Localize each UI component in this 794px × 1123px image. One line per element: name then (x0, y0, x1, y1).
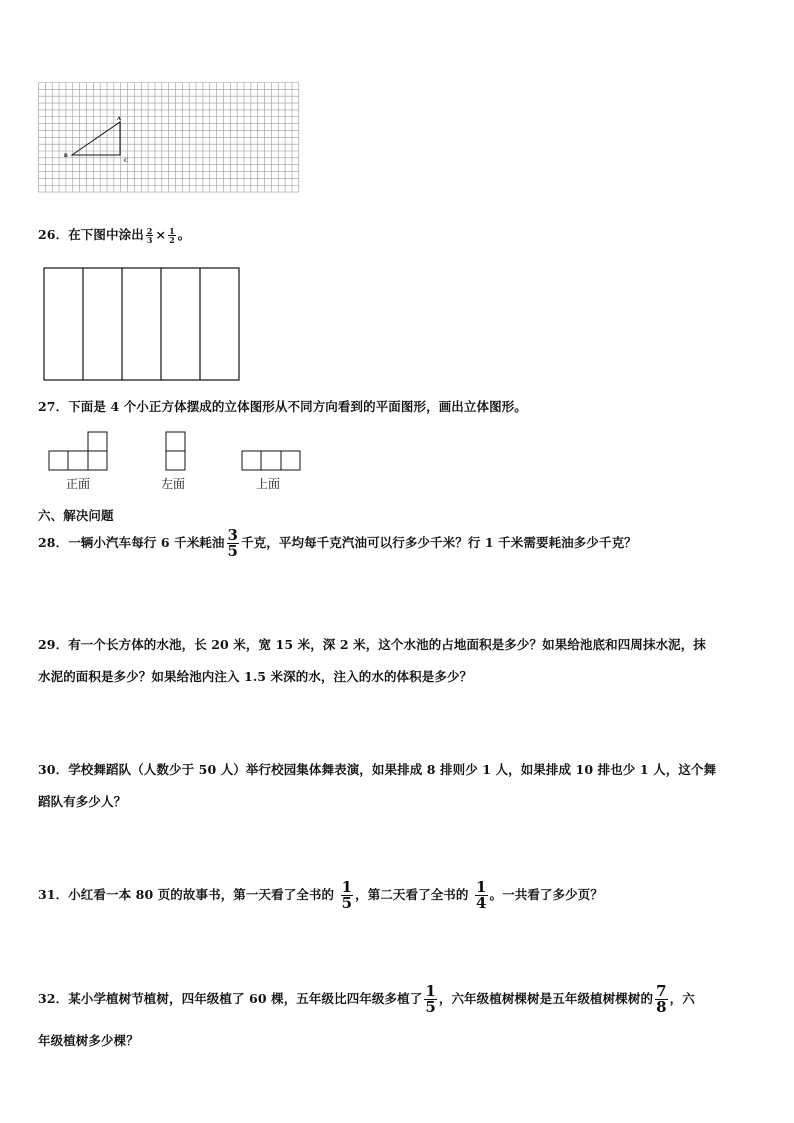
q26-rectangle[interactable] (43, 267, 242, 382)
q32-fraction-1 (424, 984, 437, 1015)
question-32 (38, 984, 695, 1015)
question-26 (38, 225, 190, 244)
left-view-label: 左面 (161, 477, 186, 491)
front-view (48, 430, 110, 472)
question-27 (38, 397, 527, 415)
q26-number: 26． (38, 227, 69, 242)
q26-f2-den: 2 (169, 235, 175, 245)
q32-f1-num: 1 (425, 982, 436, 1000)
label-a: A (117, 116, 121, 122)
q32-f2-den: 8 (656, 998, 667, 1016)
front-view-label: 正面 (66, 477, 91, 491)
left-view (164, 430, 188, 472)
q28-text-b: 千克，平均每千克汽油可以行多少千米？行 1 千米需要耗油多少千克？ (241, 535, 637, 550)
q27-text: 下面是 4 个小正方体摆成的立体图形从不同方向看到的平面图形，画出立体图形。 (68, 399, 527, 414)
label-b: B (64, 153, 68, 159)
q26-f1-num: 2 (146, 226, 153, 236)
q32-number: 32． (38, 991, 69, 1006)
question-32-line2: 年级植树多少棵？ (38, 1033, 139, 1048)
q32-text-b: ，六年级植树棵树是五年级植树棵树的 (438, 991, 654, 1006)
q31-fraction-2 (475, 880, 488, 911)
q32-text-a: 某小学植树节植树，四年级植了 60 棵，五年级比四年级多植了 (68, 991, 423, 1006)
q32-f2-num: 7 (656, 982, 667, 1000)
q29-number: 29． (38, 637, 69, 652)
question-30 (38, 760, 716, 778)
label-c: C (124, 158, 128, 164)
q28-fraction (227, 528, 240, 559)
question-29 (38, 635, 706, 653)
question-30-line2: 蹈队有多少人？ (38, 794, 127, 809)
q31-f2-num: 1 (475, 878, 487, 896)
top-view-label: 上面 (256, 477, 281, 491)
question-31 (38, 880, 603, 911)
question-28 (38, 528, 637, 559)
q31-fraction-1 (341, 880, 354, 911)
question-29-line2: 水泥的面积是多少？如果给池内注入 1.5 米深的水，注入的水的体积是多少？ (38, 669, 473, 684)
q28-text-a: 一辆小汽车每行 6 千米耗油 (68, 535, 225, 550)
q31-text-a: 小红看一本 80 页的故事书，第一天看了全书的 (68, 887, 335, 902)
section-6-title: 六、解决问题 (38, 508, 114, 523)
q30-number: 30． (38, 762, 69, 777)
q32-fraction-2 (655, 984, 668, 1015)
triangle-abc (72, 122, 120, 155)
q31-f1-den: 5 (341, 894, 353, 912)
q27-number: 27． (38, 399, 69, 414)
q31-text-b: ，第二天看了全书的 (355, 887, 469, 902)
q31-text-c: 。一共看了多少页？ (489, 887, 603, 902)
q26-f2-num: 1 (169, 226, 175, 236)
q26-end: 。 (177, 227, 191, 242)
q32-text-c: ，六 (669, 991, 695, 1006)
q31-f1-num: 1 (341, 878, 353, 896)
q26-fraction-2 (168, 227, 176, 244)
grid-figure (38, 82, 300, 195)
q32-f1-den: 5 (425, 998, 436, 1016)
top-view (241, 450, 303, 472)
q31-number: 31． (38, 887, 69, 902)
q26-f1-den: 3 (146, 235, 153, 245)
q30-line1: 学校舞蹈队（人数少于 50 人）举行校园集体舞表演，如果排成 8 排则少 1 人，如果排成 10 排也少 1 人，这个舞 (68, 762, 717, 777)
q28-f-den: 5 (227, 542, 239, 560)
q26-text: 在下图中涂出 (68, 227, 144, 242)
q26-fraction-1 (146, 227, 154, 244)
q28-number: 28． (38, 535, 69, 550)
q31-f2-den: 4 (475, 894, 487, 912)
q28-f-num: 3 (227, 526, 239, 544)
q29-line1: 有一个长方体的水池，长 20 米，宽 15 米，深 2 米，这个水池的占地面积是多少？如果给池底和四周抹水泥，抹 (68, 637, 706, 652)
q26-times: × (155, 227, 167, 242)
